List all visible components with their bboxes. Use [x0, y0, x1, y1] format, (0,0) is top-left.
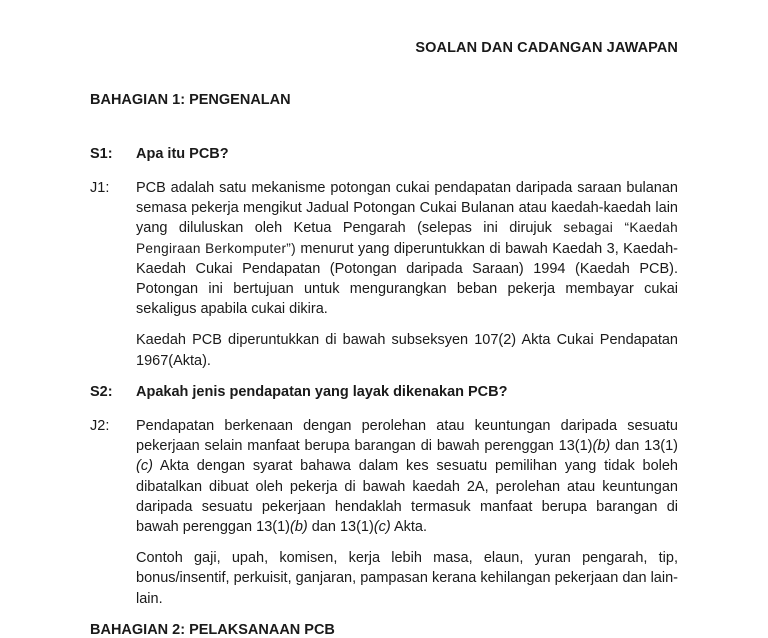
- answer-paragraph: Kaedah PCB diperuntukkan di bawah subseksyen 107(2) Akta Cukai Pendapatan 1967(Akta).: [136, 332, 678, 369]
- question-1: [90, 144, 678, 164]
- answer-text: PCB adalah satu mekanisme potongan cukai pendapatan daripada saraan bulanan semasa pekerja mengikut Jadual Potongan Cukai Bulanan atau kaedah-kaedah lain yang diluluskan oleh Ketua Pengarah (selepas ini dirujuk: [136, 180, 678, 237]
- italic-text: (c): [373, 519, 391, 536]
- answer-text: dan 13(1): [307, 519, 374, 536]
- answer-1: [90, 178, 678, 371]
- answer-body: [136, 416, 678, 609]
- question-number: S1:: [90, 146, 113, 162]
- italic-text: (b): [289, 519, 308, 536]
- answer-2: [90, 416, 678, 609]
- answer-paragraph: Contoh gaji, upah, komisen, kerja lebih masa, elaun, yuran pengarah, tip, bonus/insentif, perkuisit, ganjaran, pampasan kerana kehilangan pekerjaan dan lain-lain.: [136, 550, 678, 607]
- answer-number: J1:: [90, 180, 110, 196]
- italic-text: (c): [136, 458, 153, 475]
- question-number: S2:: [90, 384, 113, 400]
- italic-text: (b): [592, 438, 611, 455]
- answer-text: Pendapatan berkenaan dengan perolehan atau keuntungan daripada sesuatu pekerjaan selain manfaat berupa barangan di bawah perenggan 13(1): [136, 418, 678, 455]
- answer-text: dan 13(1): [610, 438, 678, 455]
- answer-body: [136, 178, 678, 371]
- section-heading-2: BAHAGIAN 2: PELAKSANAAN PCB: [90, 622, 335, 638]
- answer-text: Akta.: [390, 519, 428, 536]
- answer-text: Akta dengan syarat bahawa dalam kes sesuatu pemilihan yang tidak boleh dibatalkan dibuat oleh pekerja di bawah kaedah 2A, perolehan atau keuntungan daripada sesuatu pekerjaan hendaklah termasuk manfaat berupa barangan di bawah perenggan 13(1): [136, 458, 678, 536]
- answer-number: J2:: [90, 418, 110, 434]
- answer-text: sebagai “Kaedah Pengiraan Berkomputer”): [136, 220, 679, 256]
- answer-paragraph: [136, 416, 678, 537]
- question-text: Apakah jenis pendapatan yang layak dikenakan PCB?: [136, 384, 508, 400]
- question-2: [90, 382, 678, 402]
- section-heading-1: BAHAGIAN 1: PENGENALAN: [90, 92, 291, 108]
- question-text: Apa itu PCB?: [136, 146, 229, 162]
- answer-text: menurut yang diperuntukkan di bawah Kaedah 3, Kaedah-Kaedah Cukai Pendapatan (Potongan daripada Saraan) 1994 (Kaedah PCB). Potongan ini bertujuan untuk mengurangkan beban pekerja membayar cukai sekaligus apabila cukai dikira.: [136, 240, 678, 318]
- answer-paragraph: [136, 178, 678, 319]
- document-title: SOALAN DAN CADANGAN JAWAPAN: [415, 40, 678, 56]
